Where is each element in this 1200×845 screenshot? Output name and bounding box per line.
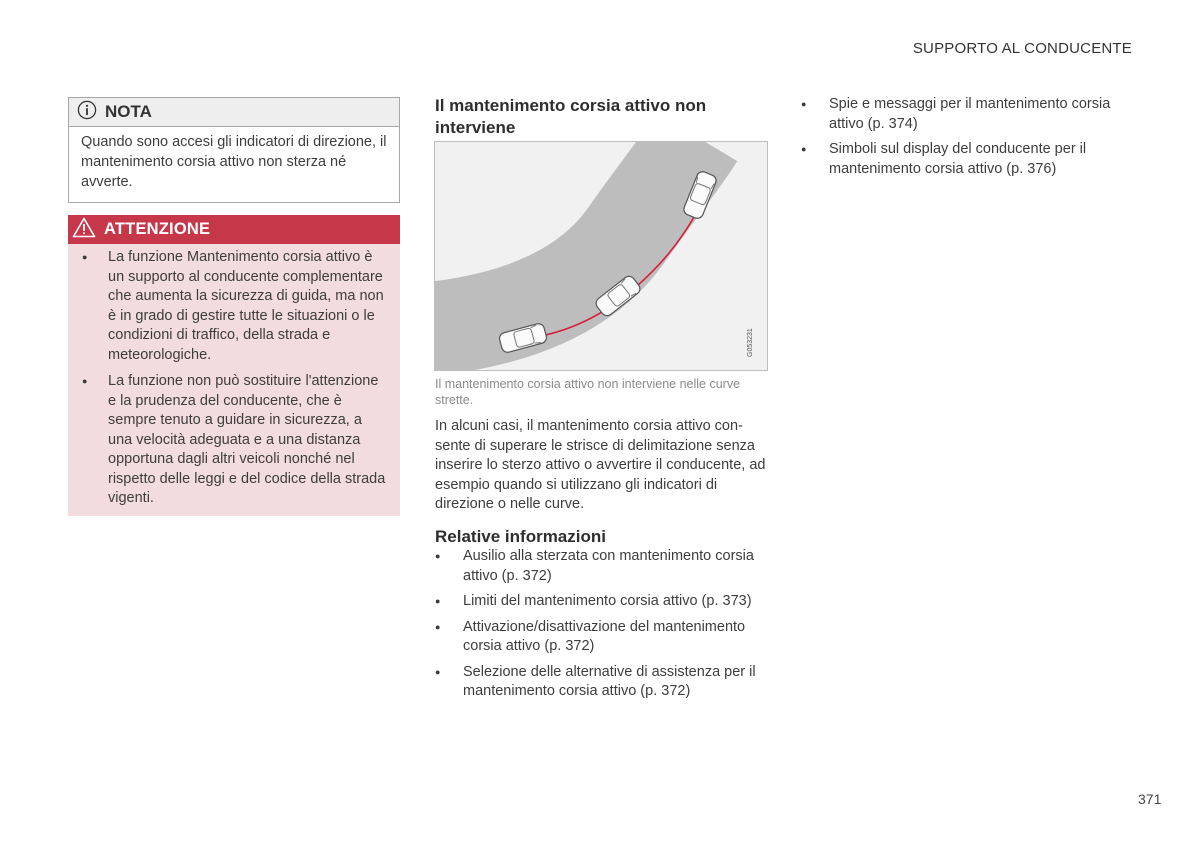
figure-code: G053231 <box>747 328 754 357</box>
note-text: Quando sono accesi gli indicatori di direzione, il mantenimento corsia attivo non sterza né avverte. <box>81 134 387 190</box>
related-links-list <box>435 547 770 708</box>
related-link[interactable]: ● Limiti del mantenimento corsia attivo (p. 373) <box>435 592 770 612</box>
lane-keeping-illustration <box>434 141 768 371</box>
running-header: SUPPORTO AL CONDUCENTE <box>912 40 1132 57</box>
warning-header <box>68 215 400 244</box>
warning-title: ATTENZIONE <box>104 220 211 238</box>
info-icon <box>77 100 97 125</box>
related-links-continued <box>801 95 1131 185</box>
warning-list <box>68 244 400 509</box>
related-link[interactable]: ● Spie e messaggi per il mantenimento corsia attivo (p. 374) <box>801 95 1131 134</box>
warning-triangle-icon <box>72 217 96 243</box>
curve-road-diagram <box>435 142 767 370</box>
figure-caption: Il mantenimento corsia attivo non interviene nelle curve strette. <box>435 377 741 407</box>
related-link[interactable]: ● Ausilio alla sterzata con mantenimento corsia attivo (p. 372) <box>435 547 770 586</box>
warning-box <box>68 215 400 516</box>
note-box <box>68 97 400 203</box>
warning-item: ● La funzione non può sostituire l'attenzione e la prudenza del conducente, che è sempre tenuto a guidare in sicurezza, a una velocità adeguata e a una distanza opportuna dagli altri veicoli nonché nel rispetto delle leggi e del codice della strada vigenti. <box>82 372 386 509</box>
road-surface <box>435 142 697 329</box>
related-link[interactable]: ● Selezione delle alternative di assistenza per il mantenimento corsia attivo (p. 372) <box>435 663 770 702</box>
page-number: 371 <box>1138 791 1162 807</box>
note-header <box>69 98 399 127</box>
warning-item: ● La funzione Mantenimento corsia attivo è un supporto al conducente complementare che aumenta la sicurezza di guida, ma non è in grado di gestire tutte le situazioni o le condizioni di traffico, della strada e meteorologiche. <box>82 248 386 365</box>
related-link[interactable]: ● Simboli sul display del conducente per il mantenimento corsia attivo (p. 376) <box>801 140 1131 179</box>
body-paragraph: In alcuni casi, il mantenimento corsia attivo consente di superare le strisce di delimitazione senza inserire lo sterzo attivo o avvertire il conducente, ad esempio quando si utilizzano gli indicatori di direzione o nelle curve. <box>435 418 766 512</box>
note-title: NOTA <box>105 102 152 121</box>
related-link[interactable]: ● Attivazione/disattivazione del mantenimento corsia attivo (p. 372) <box>435 618 770 657</box>
section-title: Il mantenimento corsia attivo non interviene <box>435 96 707 137</box>
related-info-title: Relative informazioni <box>435 527 606 546</box>
